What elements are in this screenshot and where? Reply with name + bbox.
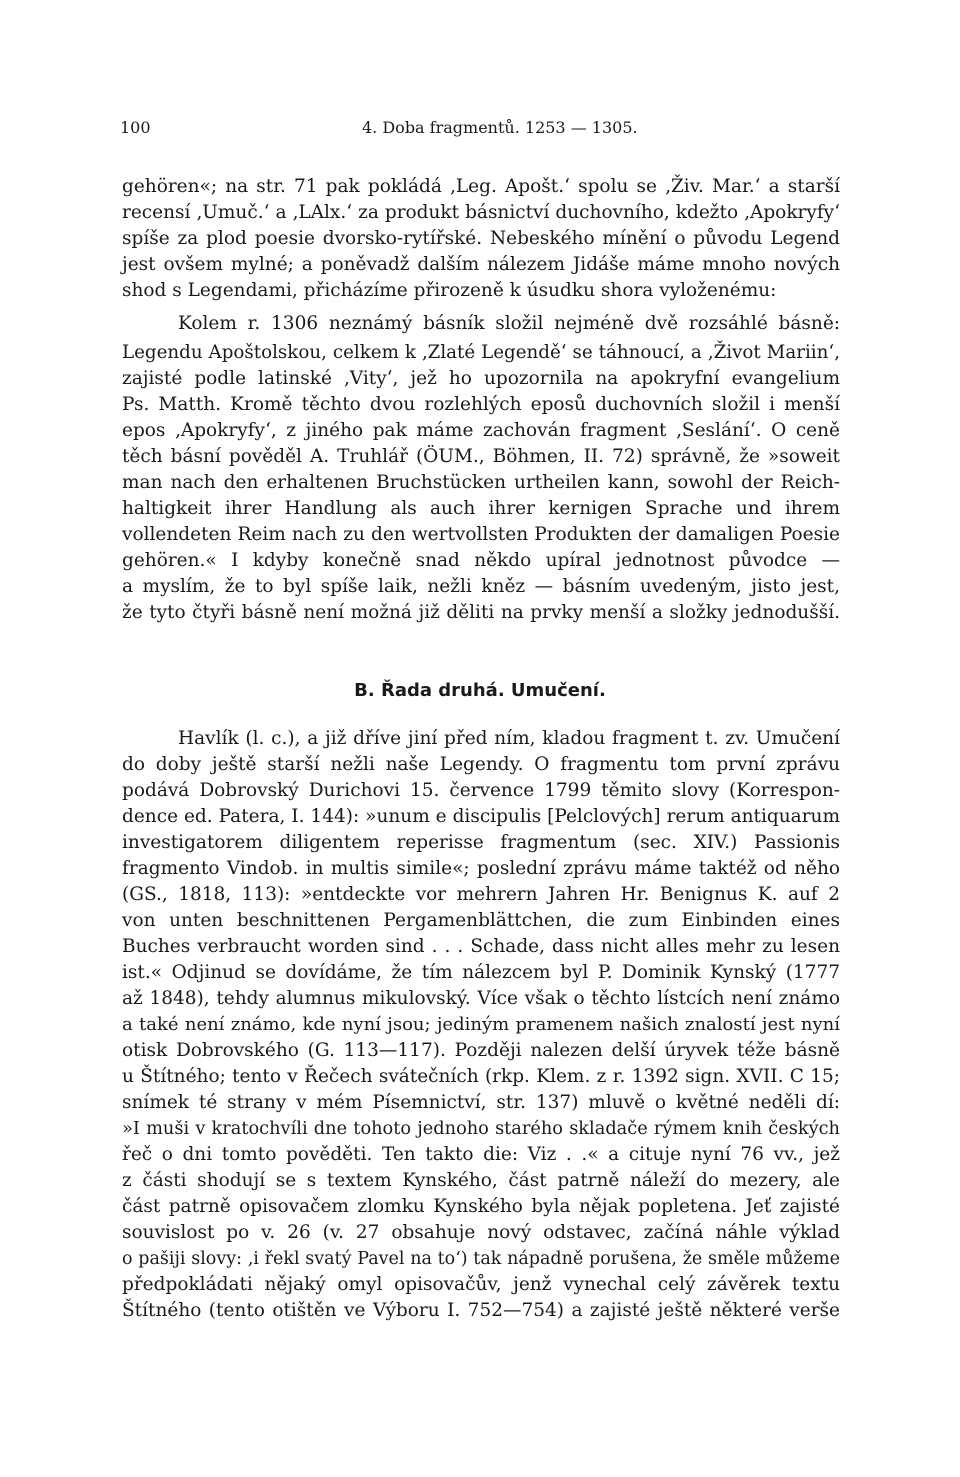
text-line: recensí ‚Umuč.‘ a ‚LAlx.‘ za produkt básnictví duchovního, kdežto ‚Apokryfy‘ — [122, 202, 840, 223]
text-line: předpokládati nějaký omyl opisovačův, jenž vynechal celý závěrek textu — [122, 1274, 840, 1295]
text-line: že tyto čtyři básně není možná již děliti na prvky menší a složky jednodušší. — [122, 602, 840, 623]
text-line: otisk Dobrovského (G. 113—117). Později nalezen delší úryvek téže básně — [122, 1040, 840, 1061]
section-heading: B. Řada druhá. Umučení. — [354, 680, 606, 701]
text-line: do doby ještě starší nežli naše Legendy. O fragmentu tom první zprávu — [122, 754, 840, 775]
text-line: spíše za plod poesie dvorsko-rytířské. Nebeského mínění o původu Legend — [122, 228, 840, 249]
text-line: »I muši v kratochvíli dne tohoto jednoho starého skladače rýmem knih českých — [122, 1119, 840, 1139]
text-line: část patrně opisovačem zlomku Kynského byla nějak popletena. Jeť zajisté — [122, 1196, 840, 1217]
text-line: snímek té strany v mém Písemnictví, str. 137) mluvě o květné neděli dí: — [122, 1092, 840, 1113]
text-line: epos ‚Apokryfy‘, z jiného pak máme zachován fragment ‚Seslání‘. O ceně — [122, 420, 840, 441]
text-line: haltigkeit ihrer Handlung als auch ihrer kernigen Sprache und ihrem — [122, 498, 840, 519]
text-line: ist.« Odjinud se dovídáme, že tím nálezcem byl P. Dominik Kynský (1777 — [122, 962, 840, 983]
text-line: až 1848), tehdy alumnus mikulovský. Více však o těchto lístcích není známo — [122, 988, 840, 1009]
text-line: Ps. Matth. Kromě těchto dvou rozlehlých eposů duchovních složil i menší — [122, 394, 840, 415]
text-line: Štítného (tento otištěn ve Výboru I. 752—754) a zajisté ještě některé verše — [122, 1300, 840, 1321]
text-line: o pašiji slovy: ‚i řekl svatý Pavel na to‘) tak nápadně porušena, že směle můžeme — [122, 1249, 840, 1269]
text-line: fragmento Vindob. in multis simile«; poslední zprávu máme taktéž od něho — [122, 858, 840, 879]
text-line: Kolem r. 1306 neznámý básník složil nejméně dvě rozsáhlé básně: — [178, 313, 840, 334]
text-line: a myslím, že to byl spíše laik, nežli kněz — básním uvedeným, jisto jest, — [122, 576, 840, 597]
text-line: gehören«; na str. 71 pak pokládá ‚Leg. Apošt.‘ spolu se ‚Živ. Mar.‘ a starší — [122, 176, 840, 197]
text-line: zajisté podle latinské ‚Vity‘, jež ho upozornila na apokryfní evangelium — [122, 368, 840, 389]
text-line: z části shodují se s textem Kynského, část patrně náleží do mezery, ale — [122, 1170, 840, 1191]
text-line: těch básní pověděl A. Truhlář (ÖUM., Böhmen, II. 72) správně, že »soweit — [122, 446, 840, 467]
page-number: 100 — [120, 118, 151, 137]
running-header — [120, 118, 840, 142]
text-line: souvislost po v. 26 (v. 27 obsahuje nový odstavec, začíná náhle výklad — [122, 1222, 840, 1243]
text-line: von unten beschnittenen Pergamenblättchen, die zum Einbinden eines — [122, 910, 840, 931]
text-line: podává Dobrovský Durichovi 15. července 1799 těmito slovy (Korrespon- — [122, 780, 840, 801]
text-line: Buches verbraucht worden sind . . . Schade, dass nicht alles mehr zu lesen — [122, 936, 840, 957]
text-line: u Štítného; tento v Řečech svátečních (rkp. Klem. z r. 1392 sign. XVII. C 15; — [122, 1066, 840, 1087]
running-title: 4. Doba fragmentů. 1253 — 1305. — [362, 118, 638, 137]
text-line: gehören.« I kdyby konečně snad někdo upíral jednotnost původce — — [122, 550, 840, 571]
text-line: jest ovšem mylné; a poněvadž dalším nálezem Jidáše máme mnoho nových — [122, 254, 840, 275]
text-line: vollendeten Reim nach zu den wertvollsten Produkten der damaligen Poesie — [122, 524, 840, 545]
text-line: dence ed. Patera, I. 144): »unum e discipulis [Pelclových] rerum antiquarum — [122, 806, 840, 827]
text-line: a také není známo, kde nyní jsou; jediným pramenem našich znalostí jest nyní — [122, 1014, 840, 1035]
text-line: man nach den erhaltenen Bruchstücken urtheilen kann, sowohl der Reich- — [122, 472, 840, 493]
text-line: investigatorem diligentem reperisse fragmentum (sec. XIV.) Passionis — [122, 832, 840, 853]
text-line: řeč o dni tomto pověděti. Ten takto die: Viz . .« a cituje nyní 76 vv., jež — [122, 1144, 840, 1165]
text-line: Havlík (l. c.), a již dříve jiní před ním, kladou fragment t. zv. Umučení — [178, 728, 840, 749]
text-line: Legendu Apoštolskou, celkem k ‚Zlaté Legendě‘ se táhnoucí, a ‚Život Mariin‘, — [122, 342, 840, 363]
text-line: shod s Legendami, přicházíme přirozeně k úsudku shora vyloženému: — [122, 280, 777, 301]
text-line: (GS., 1818, 113): »entdeckte vor mehrern Jahren Hr. Benignus K. auf 2 — [122, 884, 840, 905]
